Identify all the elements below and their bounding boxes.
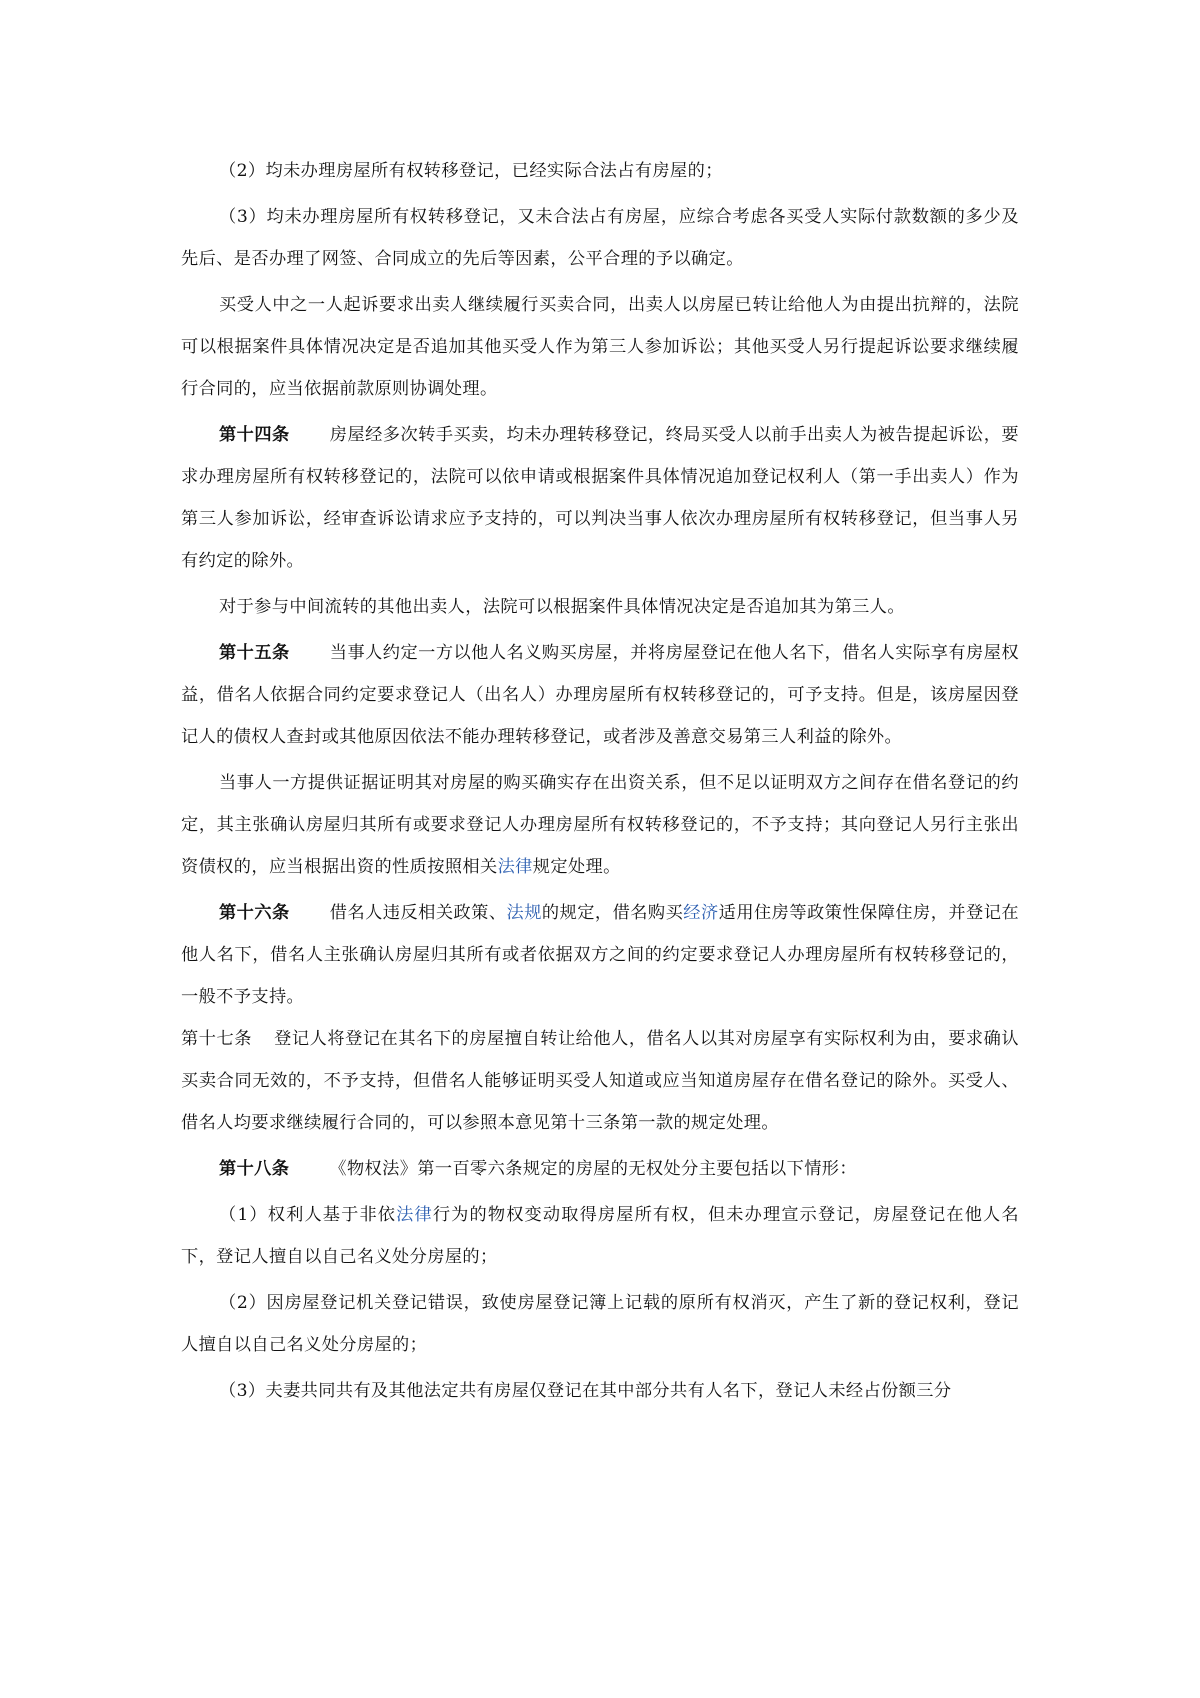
article-16: [181, 892, 1019, 1018]
article-heading: 第十四条: [219, 425, 290, 445]
paragraph-clause-2b: [181, 1282, 1019, 1366]
paragraph-text: （2）均未办理房屋所有权转移登记，已经实际合法占有房屋的；: [219, 161, 723, 181]
article-heading: 第十七条: [181, 1029, 252, 1049]
article-heading: 第十六条: [219, 903, 290, 923]
article-body: 的规定，借名购买: [541, 903, 684, 923]
article-heading: 第十五条: [219, 643, 290, 663]
paragraph-text: 规定处理。: [532, 857, 621, 877]
article-14: [181, 414, 1019, 582]
article-heading: 第十八条: [219, 1159, 290, 1179]
article-body: 登记人将登记在其名下的房屋擅自转让给他人，借名人以其对房屋享有实际权利为由，要求确认买卖合同无效的，不予支持，但借名人能够证明买受人知道或应当知道房屋存在借名登记的除外。买受人、借名人均要求继续履行合同的，可以参照本意见第十三条第一款的规定处理。: [181, 1029, 1019, 1133]
paragraph-intermediate-sellers: [181, 586, 1019, 628]
article-17: [181, 1018, 1019, 1144]
paragraph-contribution: [181, 762, 1019, 888]
link-regulation[interactable]: 法规: [506, 903, 542, 923]
paragraph-clause-2: [181, 150, 1019, 192]
paragraph-clause-3: [181, 196, 1019, 280]
article-body: 房屋经多次转手买卖，均未办理转移登记，终局买受人以前手出卖人为被告提起诉讼，要求办理房屋所有权转移登记的，法院可以依申请或根据案件具体情况追加登记权利人（第一手出卖人）作为第三人参加诉讼，经审查诉讼请求应予支持的，可以判决当事人依次办理房屋所有权转移登记，但当事人另有约定的除外。: [181, 425, 1019, 571]
link-law[interactable]: 法律: [497, 857, 533, 877]
paragraph-text: （3）夫妻共同共有及其他法定共有房屋仅登记在其中部分共有人名下，登记人未经占份额三分: [219, 1381, 952, 1401]
paragraph-text: 买受人中之一人起诉要求出卖人继续履行买卖合同，出卖人以房屋已转让给他人为由提出抗辩的，法院可以根据案件具体情况决定是否追加其他买受人作为第三人参加诉讼；其他买受人另行提起诉讼要求继续履行合同的，应当依据前款原则协调处理。: [181, 295, 1019, 399]
link-economy[interactable]: 经济: [683, 903, 719, 923]
paragraph-text: 对于参与中间流转的其他出卖人，法院可以根据案件具体情况决定是否追加其为第三人。: [219, 597, 905, 617]
paragraph-text: 行为的物权变动取得房屋所有权，但未办理宣示登记，房屋登记在他人名下，登记人擅自以自己名义处分房屋的；: [181, 1205, 1019, 1267]
article-body: 当事人约定一方以他人名义购买房屋，并将房屋登记在他人名下，借名人实际享有房屋权益，借名人依据合同约定要求登记人（出名人）办理房屋所有权转移登记的，可予支持。但是，该房屋因登记人的债权人查封或其他原因依法不能办理转移登记，或者涉及善意交易第三人利益的除外。: [181, 643, 1019, 747]
article-body: 借名人违反相关政策、: [329, 903, 507, 923]
paragraph-text: （1）权利人基于非依: [219, 1205, 397, 1225]
article-body: 《物权法》第一百零六条规定的房屋的无权处分主要包括以下情形：: [329, 1159, 857, 1179]
article-body: 适用住房等政策性保障住房，并登记在他人名下，借名人主张确认房屋归其所有或者依据双方之间的约定要求登记人办理房屋所有权转移登记的，一般不予支持。: [181, 903, 1019, 1007]
paragraph-clause-3b: [181, 1370, 1019, 1412]
paragraph-text: （2）因房屋登记机关登记错误，致使房屋登记簿上记载的原所有权消灭，产生了新的登记权利，登记人擅自以自己名义处分房屋的；: [181, 1293, 1019, 1355]
paragraph-clause-1: [181, 1194, 1019, 1278]
paragraph-text: 当事人一方提供证据证明其对房屋的购买确实存在出资关系，但不足以证明双方之间存在借名登记的约定，其主张确认房屋归其所有或要求登记人办理房屋所有权转移登记的，不予支持；其向登记人另行主张出资债权的，应当根据出资的性质按照相关: [181, 773, 1019, 877]
paragraph-text: （3）均未办理房屋所有权转移登记，又未合法占有房屋，应综合考虑各买受人实际付款数额的多少及先后、是否办理了网签、合同成立的先后等因素，公平合理的予以确定。: [181, 207, 1019, 269]
article-15: [181, 632, 1019, 758]
paragraph-multiple-buyers: [181, 284, 1019, 410]
article-18: [181, 1148, 1019, 1190]
document-page: [181, 150, 1019, 1412]
link-law[interactable]: 法律: [396, 1205, 433, 1225]
